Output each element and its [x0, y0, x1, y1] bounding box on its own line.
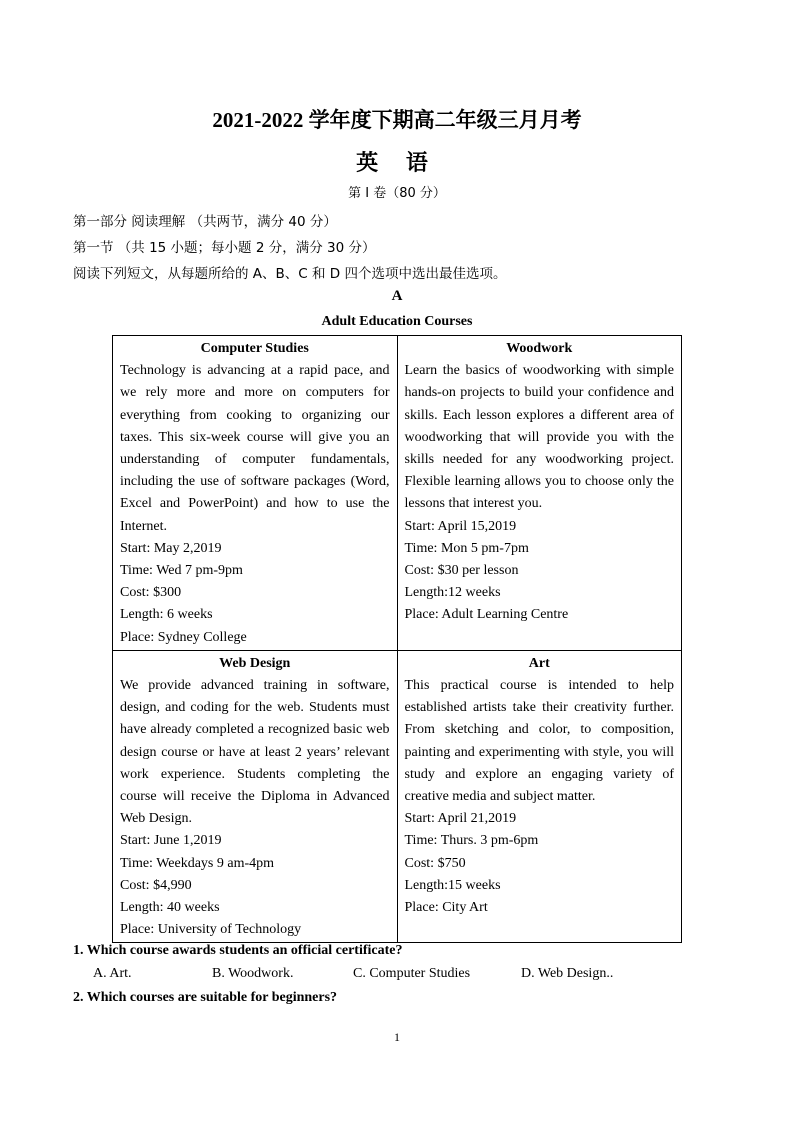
part-one-heading: 第一部分 阅读理解 （共两节，满分 40 分）: [73, 214, 337, 230]
course-place: Place: Adult Learning Centre: [404, 607, 569, 623]
course-description: We provide advanced training in software, design, and coding for the web. Students must have already completed a recognized basic web design course or have at least 2 years’ relevant work experience. Students completing the course will receive the Diploma in Advanced Web Design.: [120, 678, 390, 827]
course-cell-computer-studies: [113, 336, 398, 651]
course-cost: Cost: $30 per lesson: [404, 563, 519, 579]
course-start: Start: April 15,2019: [404, 518, 517, 534]
exam-title: 2021-2022 学年度下期高二年级三月月考: [212, 108, 582, 132]
course-cell-art: [397, 650, 682, 943]
course-name: Art: [528, 655, 550, 671]
course-place: Place: University of Technology: [120, 922, 302, 938]
volume-title: 第 I 卷（80 分）: [348, 186, 446, 201]
course-time: Time: Thurs. 3 pm-6pm: [404, 833, 539, 849]
question-1-option-c: C. Computer Studies: [353, 966, 471, 981]
table-row: [113, 650, 682, 943]
course-start: Start: May 2,2019: [120, 540, 222, 556]
course-description: Learn the basics of woodworking with simple hands-on projects to build your confidence and skills. Each lesson explores a different area of woodworking that will provide you with the skills needed for any woodworking project. Flexible learning allows you to choose only the lessons that interest you.: [404, 363, 674, 512]
course-name: Web Design: [219, 655, 291, 671]
course-place: Place: City Art: [404, 900, 488, 916]
question-1-option-d: D. Web Design..: [521, 966, 614, 981]
course-name: Woodwork: [506, 341, 573, 356]
page-number: 1: [394, 1030, 400, 1044]
subject-title: 英 语: [356, 151, 438, 176]
courses-table: [112, 335, 682, 943]
course-length: Length:12 weeks: [404, 585, 501, 601]
course-start: Start: April 21,2019: [404, 811, 517, 827]
course-cost: Cost: $300: [120, 585, 182, 601]
course-length: Length: 40 weeks: [120, 900, 220, 916]
course-cost: Cost: $750: [404, 855, 466, 871]
reading-instructions: 阅读下列短文，从每题所给的 A、B、C 和 D 四个选项中选出最佳选项。: [73, 266, 507, 282]
course-length: Length: 6 weeks: [120, 607, 213, 623]
course-time: Time: Wed 7 pm-9pm: [120, 563, 243, 579]
course-length: Length:15 weeks: [404, 877, 501, 893]
question-1: 1. Which course awards students an official certificate?: [73, 943, 403, 958]
question-1-option-a: A. Art.: [93, 966, 132, 981]
course-cost: Cost: $4,990: [120, 877, 192, 893]
section-one-heading: 第一节 （共 15 小题；每小题 2 分，满分 30 分）: [73, 240, 376, 256]
course-time: Time: Weekdays 9 am-4pm: [120, 855, 275, 871]
course-place: Place: Sydney College: [120, 629, 247, 645]
course-name: Computer Studies: [200, 341, 309, 356]
question-1-option-b: B. Woodwork.: [212, 966, 294, 981]
course-description: Technology is advancing at a rapid pace, and we rely more and more on computers for everything from cooking to organizing our taxes. This six-week course will give you an understanding of computer fundamentals, including the use of software packages (Word, Excel and PowerPoint) and how to use the Internet.: [120, 363, 390, 534]
table-row: [113, 336, 682, 651]
course-time: Time: Mon 5 pm-7pm: [404, 540, 529, 556]
table-title: Adult Education Courses: [321, 314, 473, 329]
course-cell-web-design: [113, 650, 398, 943]
passage-letter: A: [391, 288, 403, 304]
course-cell-woodwork: [397, 336, 682, 651]
course-start: Start: June 1,2019: [120, 833, 222, 849]
question-2: 2. Which courses are suitable for beginners?: [73, 990, 338, 1005]
course-description: This practical course is intended to help established artists take their creativity further. From sketching and color, to composition, painting and experimenting with style, you will study and explore an engaging variety of creative media and subject matter.: [404, 678, 674, 805]
